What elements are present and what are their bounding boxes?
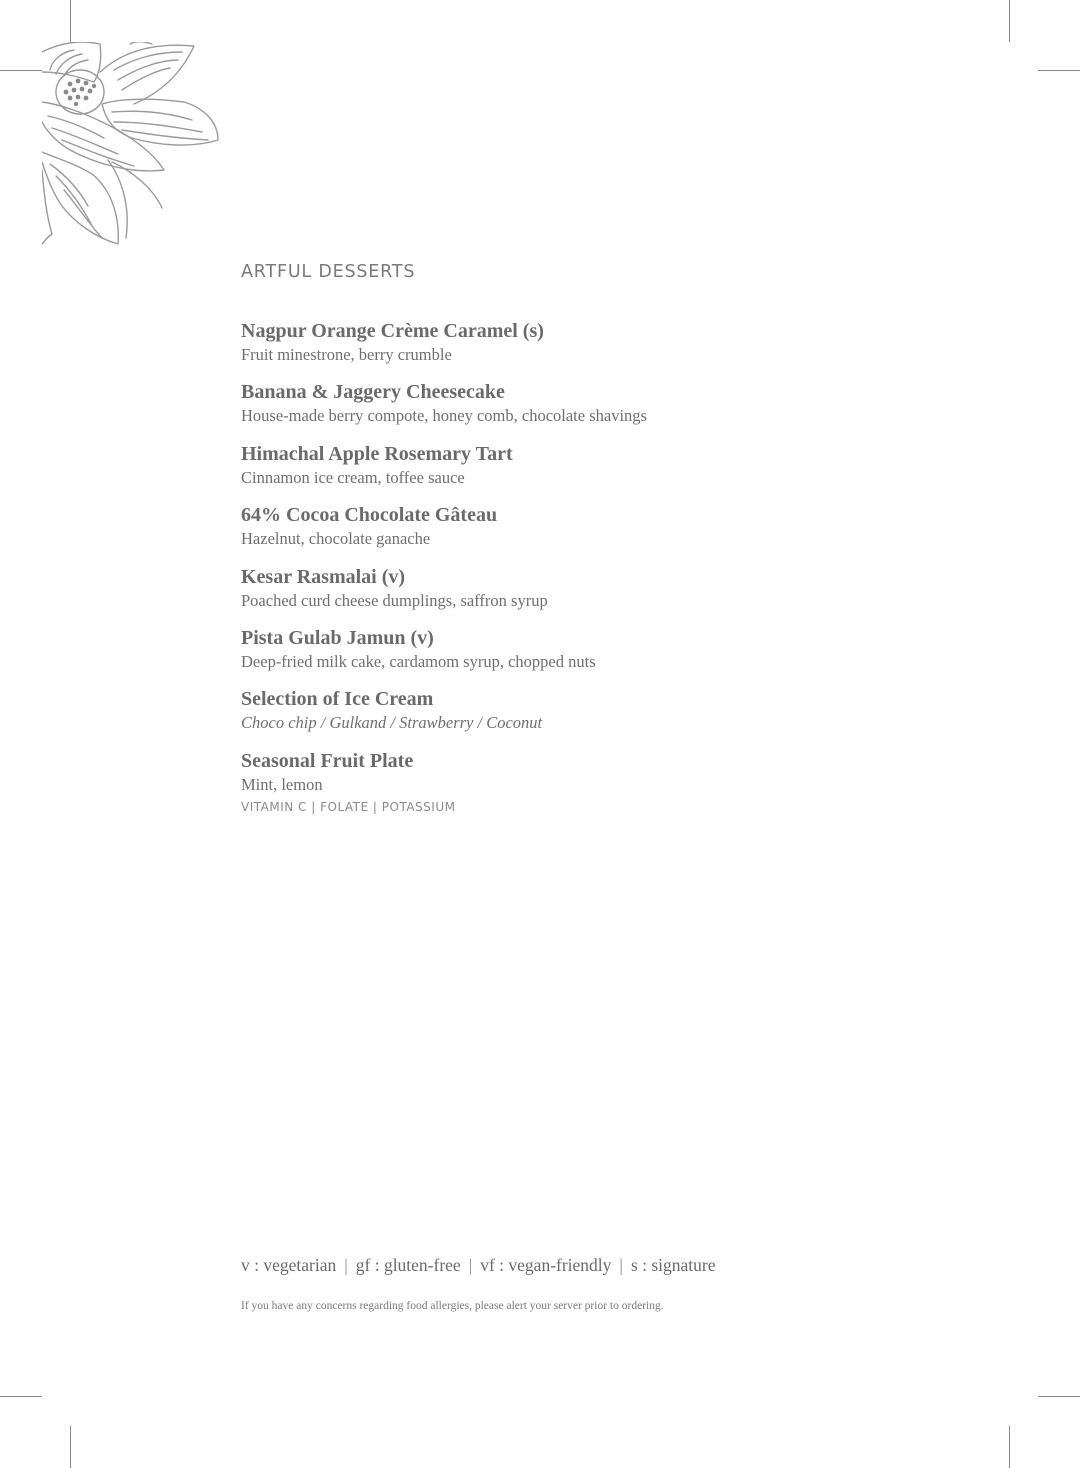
- menu-item-description: Hazelnut, chocolate ganache: [241, 529, 431, 549]
- crop-mark-top-right-vertical: [1009, 0, 1010, 42]
- menu-item: [241, 502, 961, 563]
- section-title: ARTFUL DESSERTS: [241, 262, 416, 282]
- menu-item: [241, 318, 961, 379]
- menu-item-name: Selection of Ice Cream: [241, 688, 434, 711]
- allergy-note: If you have any concerns regarding food allergies, please alert your server prior to ordering.: [241, 1300, 664, 1312]
- menu-item-name: Pista Gulab Jamun (v): [241, 626, 434, 649]
- menu-item-description: Deep-fried milk cake, cardamom syrup, chopped nuts: [241, 651, 596, 671]
- crop-mark-bottom-left-vertical: [70, 1426, 71, 1468]
- menu-item-description: Cinnamon ice cream, toffee sauce: [241, 467, 465, 487]
- crop-mark-bottom-right-horizontal: [1038, 1396, 1080, 1397]
- legend-gluten-free: gf : gluten-free: [355, 1255, 461, 1275]
- legend-vegan-friendly: vf : vegan-friendly: [480, 1255, 612, 1275]
- menu-item-description: Mint, lemon: [241, 774, 323, 794]
- menu-item-name: Banana & Jaggery Cheesecake: [241, 381, 505, 404]
- legend-signature: s : signature: [630, 1255, 716, 1275]
- menu-item-description: House-made berry compote, honey comb, chocolate shavings: [241, 406, 647, 426]
- menu-item: [241, 686, 961, 747]
- crop-mark-top-left-vertical: [70, 0, 71, 42]
- menu-item-name: 64% Cocoa Chocolate Gâteau: [241, 504, 498, 527]
- legend-separator: |: [468, 1255, 473, 1275]
- menu-item: [241, 625, 961, 686]
- menu-item-description: Choco chip / Gulkand / Strawberry / Coconut: [241, 713, 543, 733]
- crop-mark-bottom-left-horizontal: [0, 1396, 42, 1397]
- menu-item-description: Poached curd cheese dumplings, saffron syrup: [241, 590, 548, 610]
- menu-item-description: Fruit minestrone, berry crumble: [241, 345, 452, 364]
- dessert-menu-list: [241, 318, 961, 814]
- crop-mark-top-right-horizontal: [1038, 70, 1080, 71]
- menu-item: [241, 441, 961, 502]
- crop-mark-bottom-right-vertical: [1009, 1426, 1010, 1468]
- menu-item: [241, 564, 961, 625]
- crop-mark-top-left-horizontal: [0, 70, 42, 71]
- dietary-legend: [241, 1255, 716, 1276]
- legend-vegetarian: v : vegetarian: [241, 1255, 337, 1275]
- legend-separator: |: [344, 1255, 348, 1275]
- menu-item-name: Kesar Rasmalai (v): [241, 565, 406, 588]
- lotus-flower-icon: [42, 42, 222, 247]
- menu-item-name: Himachal Apple Rosemary Tart: [241, 442, 513, 465]
- legend-separator: |: [619, 1255, 623, 1275]
- menu-item: [241, 748, 961, 814]
- menu-item-name: Seasonal Fruit Plate: [241, 749, 414, 772]
- menu-item: [241, 379, 961, 440]
- menu-item-name: Nagpur Orange Crème Caramel (s): [241, 320, 544, 342]
- menu-item-nutrients: VITAMIN C | FOLATE | POTASSIUM: [241, 799, 456, 814]
